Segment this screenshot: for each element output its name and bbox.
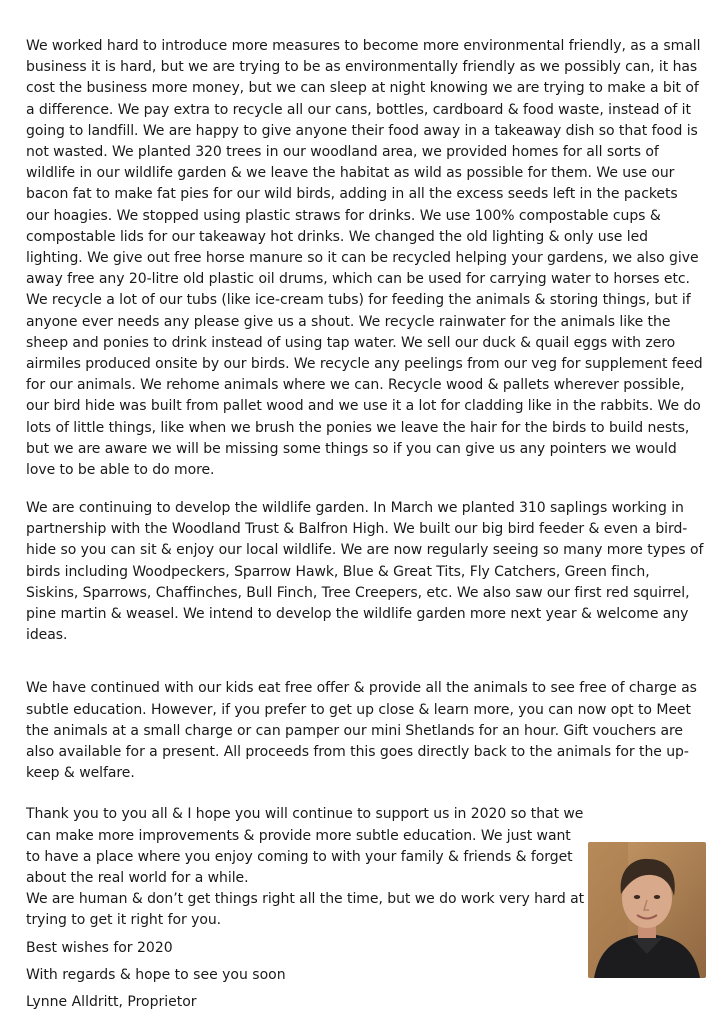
paragraph-wildlife: We are continuing to develop the wildlife garden. In March we planted 310 saplings working in partnership with the Woodland Trust & Balfron High. We built our big bird feeder & even a bird-hide so you can sit & enjoy our local wildlife. We are now regularly seeing so many more types of birds including Woodpeckers, Sparrow Hawk, Blue & Great Tits, Fly Catchers, Green finch, Siskins, Sparrows, Chaffinches, Bull Finch, Tree Creepers, etc. We also saw our first red squirrel, pine martin & weasel. We intend to develop the wildlife garden more next year & welcome any ideas. <box>26 500 704 644</box>
proprietor-portrait <box>588 842 706 978</box>
paragraph-human-line-1: We are human & don’t get things right all the time, but we do work very hard at <box>26 891 585 908</box>
signature-name: Lynne Alldritt, Proprietor <box>26 993 197 1010</box>
paragraph-thanks-block <box>26 804 586 1012</box>
best-wishes: Best wishes for 2020 <box>26 939 173 956</box>
paragraph-environment: We worked hard to introduce more measures to become more environmental friendly, as a small business it is hard, but we are trying to be as environmentally friendly as we possibly can, it has cost the business more money, but we can sleep at night knowing we are trying to make a bit of a difference. We pay extra to recycle all our cans, bottles, cardboard & food waste, instead of it going to landfill. We are happy to give anyone their food away in a takeaway dish so that food is not wasted. We planted 320 trees in our woodland area, we provided homes for all sorts of wildlife in our wildlife garden & we leave the habitat as wild as possible for them. We use our bacon fat to make fat pies for our wild birds, adding in all the excess seeds left in the packets our hoagies. We stopped using plastic straws for drinks. We use 100% compostable cups & compostable lids for our takeaway hot drinks. We changed the old lighting & only use led lighting. We give out free horse manure so it can be recycled helping your gardens, we also give away free any 20-litre old plastic oil drums, which can be used for carrying water to horses etc. We recycle a lot of our tubs (like ice-cream tubs) for feeding the animals & storing things, but if anyone ever needs any please give us a shout. We recycle rainwater for the animals like the sheep and ponies to drink instead of using tap water. We sell our duck & quail eggs with zero airmiles produced onsite by our birds. We recycle any peelings from our veg for supplement feed for our animals. We rehome animals where we can. Recycle wood & pallets wherever possible, our bird hide was built from pallet wood and we use it a lot for cladding like in the rabbits. We do lots of little things, like when we brush the ponies we leave the hair for the birds to build nests, but we are aware we will be missing some things so if you can give us any pointers we would love to be able to do more. <box>26 38 703 479</box>
regards: With regards & hope to see you soon <box>26 966 286 983</box>
paragraph-kids: We have continued with our kids eat free offer & provide all the animals to see free of charge as subtle education. However, if you prefer to get up close & learn more, you can now opt to Meet the animals at a small charge or can pamper our mini Shetlands for an hour. Gift vouchers are also available for a present. All proceeds from this goes directly back to the animals for the up-keep & welfare. <box>26 680 697 782</box>
paragraph-human-line-2: trying to get it right for you. <box>26 912 222 929</box>
paragraph-thanks: Thank you to you all & I hope you will continue to support us in 2020 so that we can make more improvements & provide more subtle education. We just want to have a place where you enjoy coming to with your family & friends & forget about the real world for a while. <box>26 806 584 887</box>
portrait-photo-image <box>588 842 706 978</box>
